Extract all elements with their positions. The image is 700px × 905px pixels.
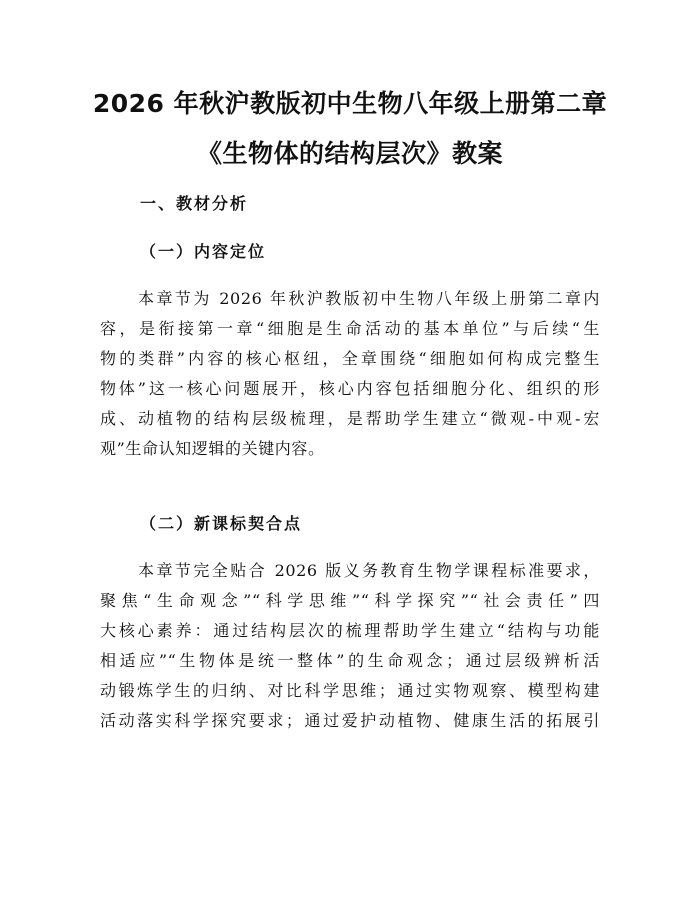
paragraph-line: 容，是衔接第一章“细胞是生命活动的基本单位”与后续“生	[100, 319, 600, 338]
subsection-heading-content-positioning: （一）内容定位	[140, 242, 267, 261]
paragraph-line: 大核心素养：通过结构层次的梳理帮助学生建立“结构与功能	[100, 621, 600, 640]
paragraph-line: 活动落实科学探究要求；通过爱护动植物、健康生活的拓展引	[100, 711, 600, 730]
section-heading-teaching-material-analysis: 一、教材分析	[140, 194, 249, 213]
document-title-line-2: 《生物体的结构层次》教案	[196, 139, 503, 168]
paragraph-line: 物的类群”内容的核心枢纽，全章围绕“细胞如何构成完整生	[100, 349, 600, 368]
paragraph-line: 相适应”“生物体是统一整体”的生命观念；通过层级辨析活	[100, 651, 600, 670]
paragraph-line: 本章节完全贴合 2026 版义务教育生物学课程标准要求，	[138, 561, 600, 580]
paragraph-line: 本章节为 2026 年秋沪教版初中生物八年级上册第二章内	[138, 289, 600, 308]
paragraph-line: 观”生命认知逻辑的关键内容。	[100, 439, 325, 458]
paragraph-line: 物体”这一核心问题展开，核心内容包括细胞分化、组织的形	[100, 379, 600, 398]
paragraph-line: 动锻炼学生的归纳、对比科学思维；通过实物观察、模型构建	[100, 681, 600, 700]
paragraph-line: 成、动植物的结构层级梳理，是帮助学生建立“微观-中观-宏	[100, 409, 600, 428]
paragraph-line: 聚焦“生命观念”“科学思维”“科学探究”“社会责任”四	[100, 591, 600, 610]
document-title-line-1: 2026 年秋沪教版初中生物八年级上册第二章	[92, 89, 608, 118]
paragraph-content-positioning	[100, 284, 600, 464]
subsection-heading-curriculum-standards: （二）新课标契合点	[140, 514, 303, 533]
paragraph-curriculum-standards	[100, 556, 600, 736]
